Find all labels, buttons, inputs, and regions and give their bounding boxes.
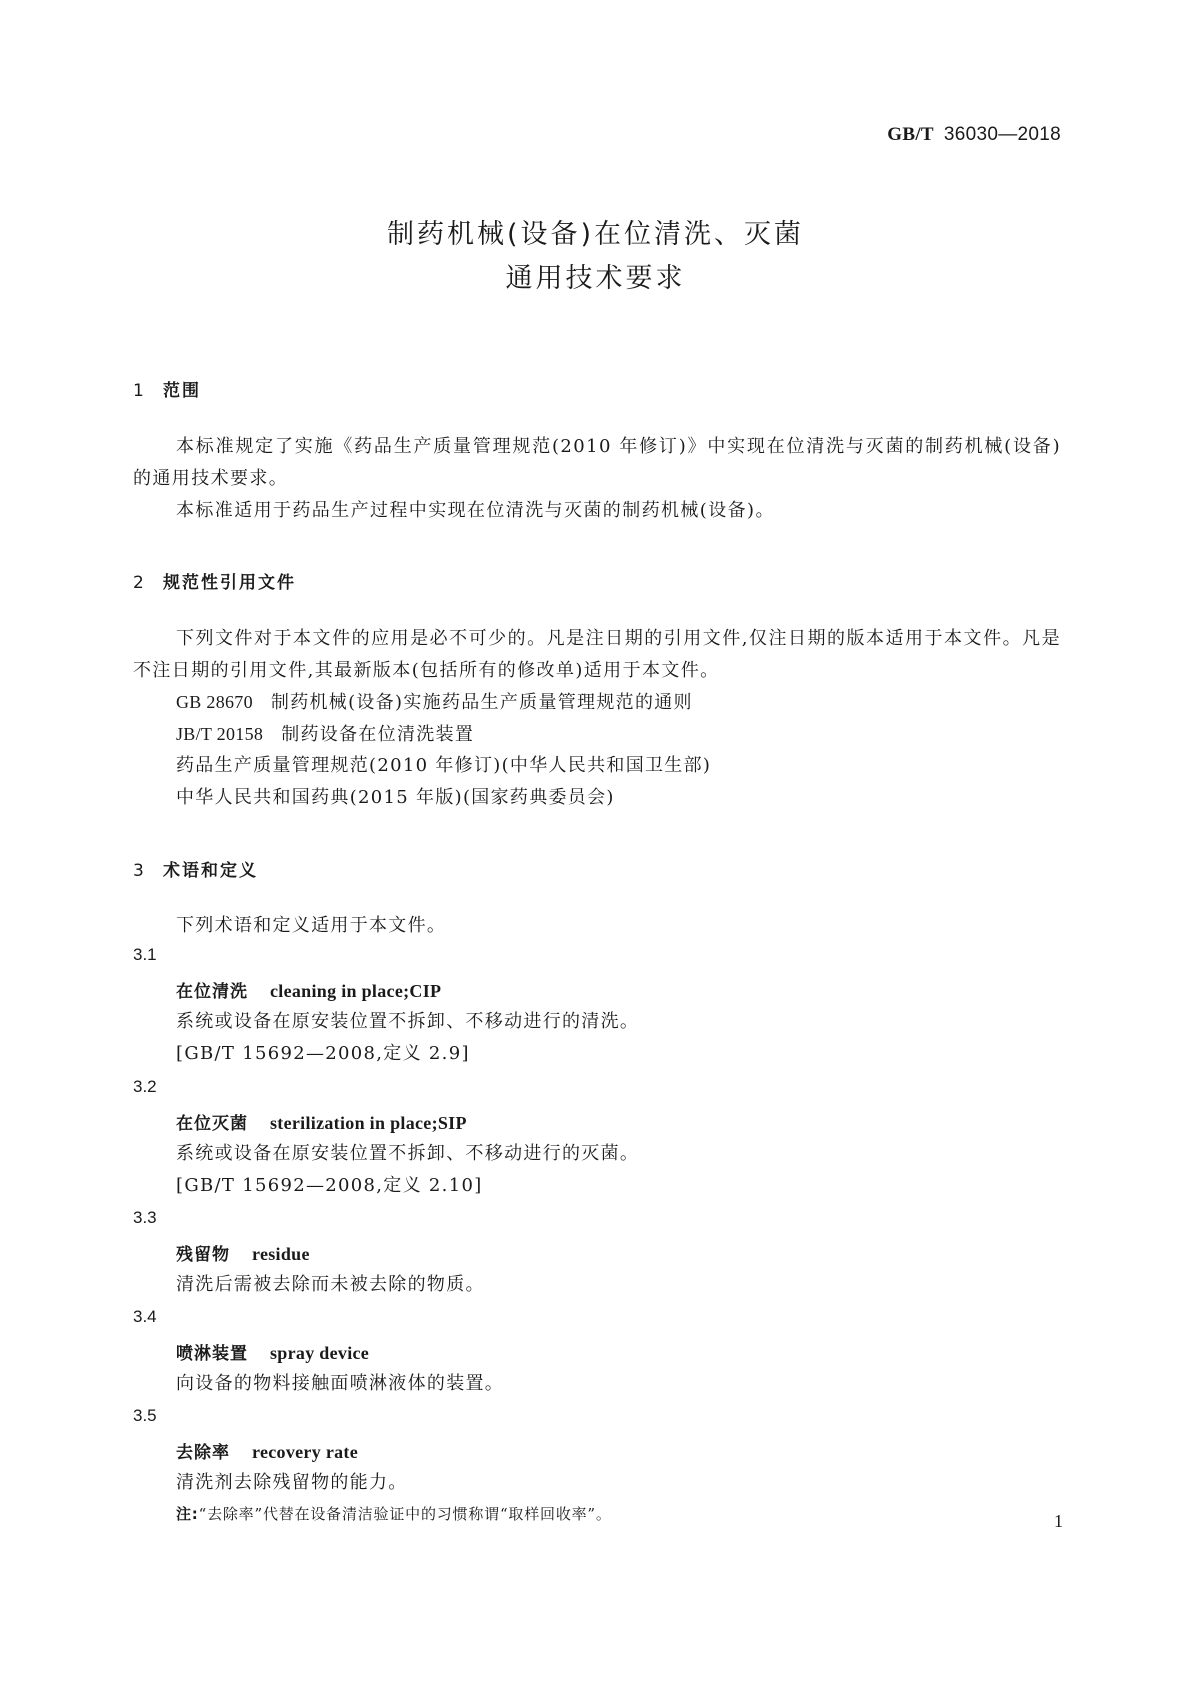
term-number: 3.4 (133, 1307, 157, 1326)
standard-code: 36030—2018 (943, 124, 1061, 145)
term-en: sterilization in place;SIP (270, 1113, 467, 1133)
reference-code: JB/T 20158 (176, 724, 264, 744)
reference-code: GB 28670 (176, 692, 253, 712)
standard-prefix: GB/T (887, 124, 934, 145)
section-1-heading (133, 376, 201, 401)
term-source: [GB/T 15692—2008,定义 2.9] (176, 1043, 470, 1064)
reference-item (176, 687, 693, 718)
term-en: spray device (270, 1343, 370, 1363)
term-note (176, 1503, 612, 1524)
term-number: 3.1 (133, 945, 157, 964)
section-title: 范围 (163, 381, 201, 401)
term-heading (176, 1438, 358, 1463)
page-number: 1 (1054, 1511, 1063, 1531)
term-heading (176, 977, 441, 1002)
section-3-heading (133, 856, 258, 881)
term-zh: 残留物 (176, 1245, 230, 1265)
note-text: “去除率”代替在设备清洁验证中的习惯称谓“取样回收率”。 (198, 1505, 612, 1523)
section-1-paragraph-1: 本标准规定了实施《药品生产质量管理规范(2010 年修订)》中实现在位清洗与灭菌的制药机械(设备)的通用技术要求。 (133, 436, 1061, 489)
reference-item (176, 783, 615, 813)
note-label: 注: (176, 1505, 199, 1523)
term-heading (176, 1109, 467, 1134)
term-definition: 清洗剂去除残留物的能力。 (176, 1472, 408, 1493)
term-number: 3.2 (133, 1077, 157, 1096)
reference-item (176, 751, 711, 781)
document-title-line2: 通用技术要求 (505, 263, 686, 294)
section-3-intro: 下列术语和定义适用于本文件。 (176, 915, 447, 936)
term-definition: 系统或设备在原安装位置不拆卸、不移动进行的清洗。 (176, 1011, 640, 1032)
term-definition: 系统或设备在原安装位置不拆卸、不移动进行的灭菌。 (176, 1143, 640, 1164)
section-title: 术语和定义 (163, 861, 258, 881)
reference-item (176, 719, 474, 750)
section-number: 2 (133, 573, 146, 593)
reference-title: 制药机械(设备)实施药品生产质量管理规范的通则 (270, 692, 693, 713)
term-number: 3.5 (133, 1406, 157, 1425)
term-definition: 向设备的物料接触面喷淋液体的装置。 (176, 1373, 505, 1394)
document-title-line1: 制药机械(设备)在位清洗、灭菌 (386, 219, 805, 250)
term-zh: 在位清洗 (176, 982, 248, 1002)
term-zh: 在位灭菌 (176, 1114, 248, 1134)
section-number: 3 (133, 861, 146, 881)
reference-title: 制药设备在位清洗装置 (281, 724, 475, 745)
section-1-paragraph-2: 本标准适用于药品生产过程中实现在位清洗与灭菌的制药机械(设备)。 (176, 500, 775, 521)
term-definition: 清洗后需被去除而未被去除的物质。 (176, 1274, 485, 1295)
term-en: recovery rate (252, 1442, 358, 1462)
section-title: 规范性引用文件 (163, 573, 296, 593)
term-number: 3.3 (133, 1208, 157, 1227)
section-number: 1 (133, 381, 146, 401)
section-2-heading (133, 568, 296, 593)
term-heading (176, 1240, 310, 1265)
term-source: [GB/T 15692—2008,定义 2.10] (176, 1175, 483, 1196)
standard-number (887, 124, 1061, 146)
reference-title: 中华人民共和国药典(2015 年版)(国家药典委员会) (176, 787, 615, 808)
term-en: residue (252, 1244, 310, 1264)
term-heading (176, 1339, 369, 1364)
term-en: cleaning in place;CIP (270, 981, 442, 1001)
reference-title: 药品生产质量管理规范(2010 年修订)(中华人民共和国卫生部) (176, 755, 712, 776)
section-2-intro: 下列文件对于本文件的应用是必不可少的。凡是注日期的引用文件,仅注日期的版本适用于本文件。凡是不注日期的引用文件,其最新版本(包括所有的修改单)适用于本文件。 (133, 628, 1061, 681)
term-zh: 去除率 (176, 1443, 230, 1463)
term-zh: 喷淋装置 (176, 1344, 248, 1364)
